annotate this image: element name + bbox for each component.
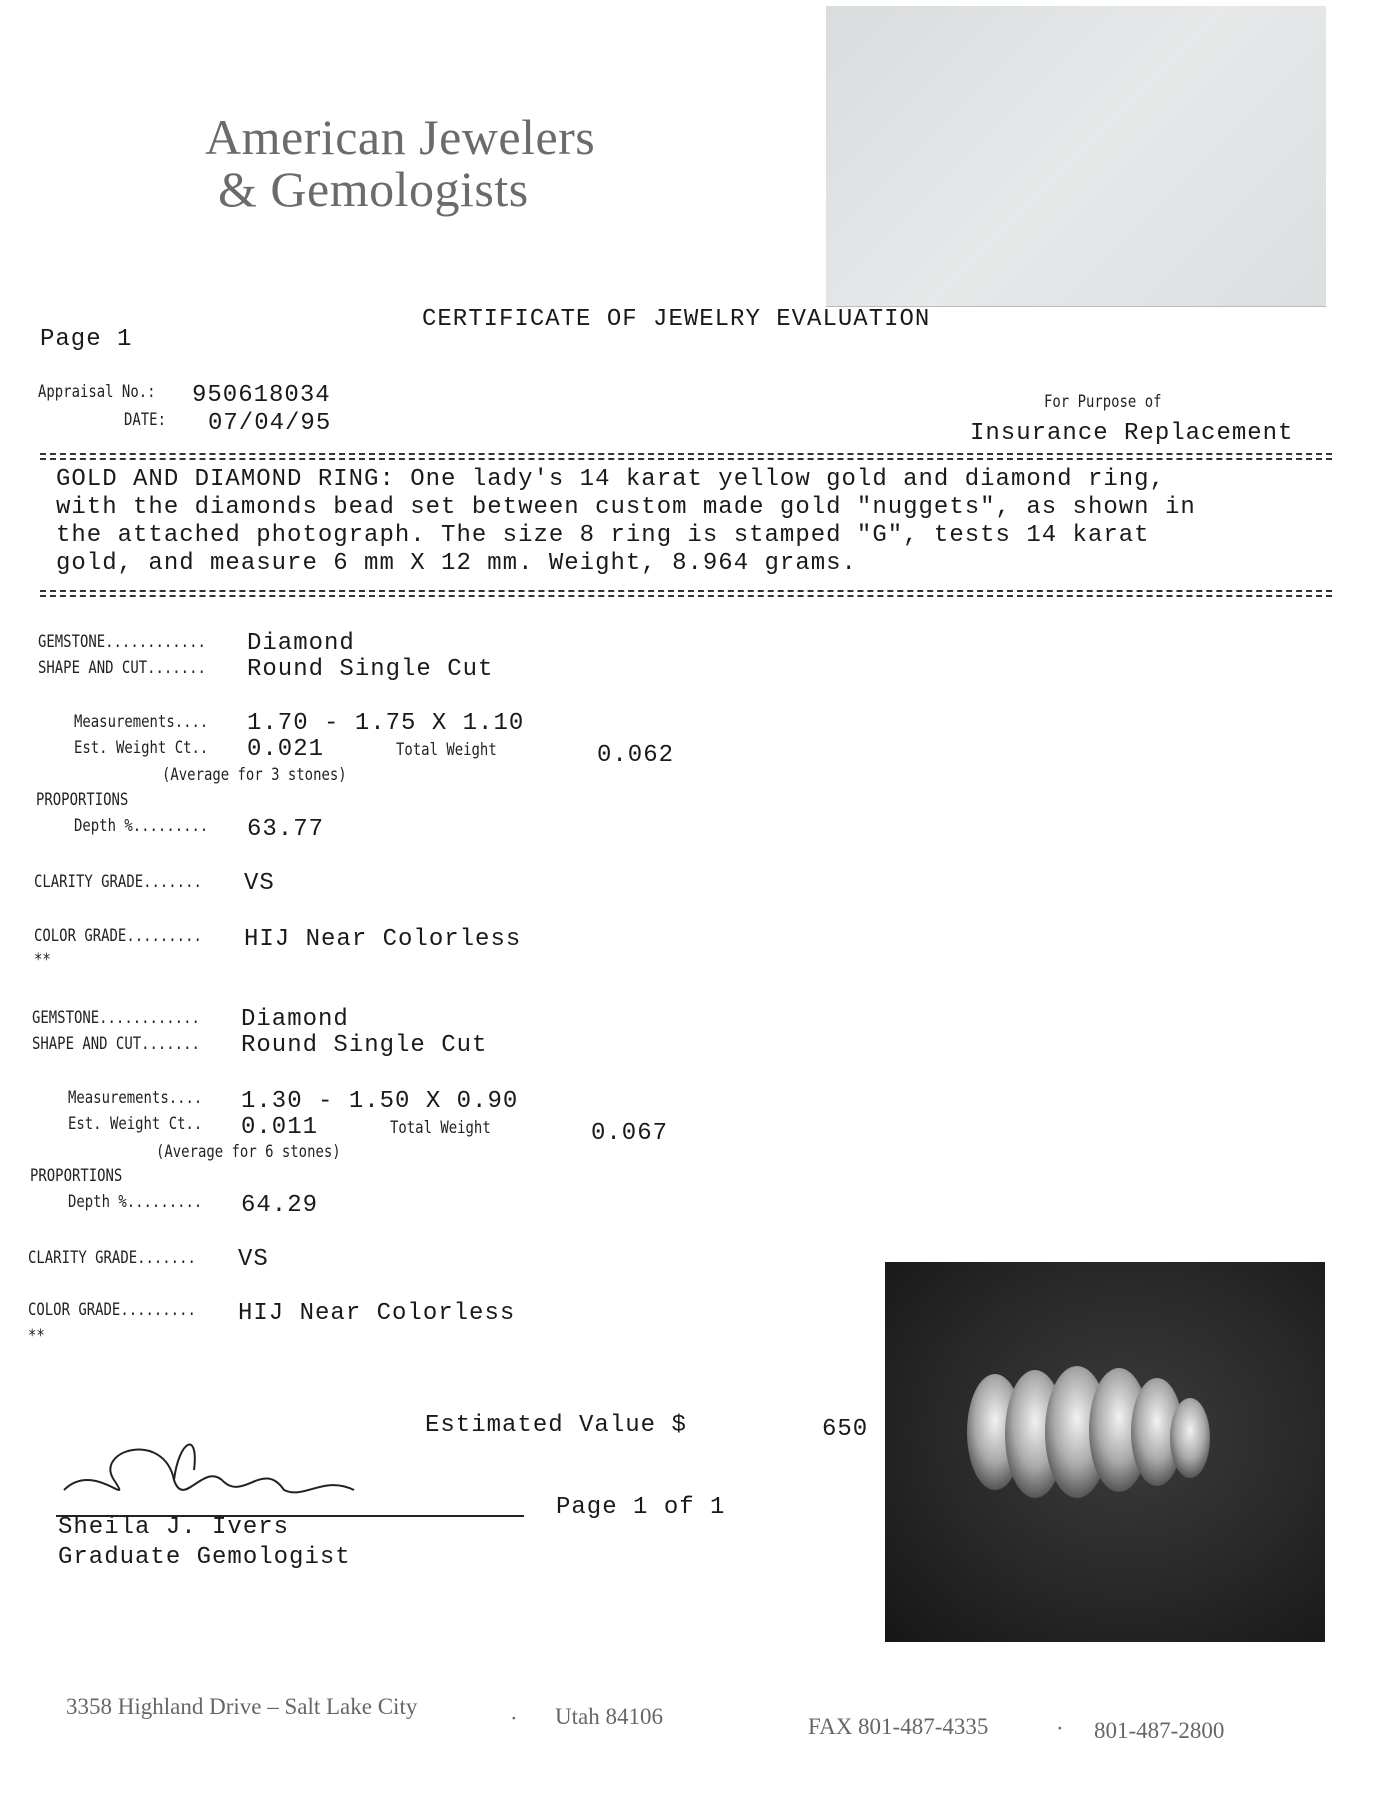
proportions-label: PROPORTIONS <box>30 1166 123 1186</box>
bottom-divider <box>40 590 1332 597</box>
est-weight-label: Est. Weight Ct.. <box>74 738 209 758</box>
footer-address: 3358 Highland Drive – Salt Lake City <box>66 1694 418 1719</box>
est-weight-label: Est. Weight Ct.. <box>68 1114 203 1134</box>
footer-state: Utah 84106 <box>555 1704 663 1729</box>
top-divider <box>40 453 1332 460</box>
measurements-label: Measurements.... <box>74 712 209 732</box>
shape-label: SHAPE AND CUT....... <box>38 658 206 678</box>
depth-value: 63.77 <box>247 816 325 843</box>
color-value: HIJ Near Colorless <box>238 1300 516 1327</box>
total-weight-value: 0.067 <box>591 1120 669 1147</box>
gemstone-value: Diamond <box>241 1006 349 1033</box>
total-weight-label: Total Weight <box>390 1118 491 1138</box>
shape-label: SHAPE AND CUT....... <box>32 1034 200 1054</box>
date-value: 07/04/95 <box>208 410 332 437</box>
depth-value: 64.29 <box>241 1192 319 1219</box>
ring-nuggets-icon <box>885 1262 1325 1642</box>
proportions-label: PROPORTIONS <box>36 790 129 810</box>
est-weight-value: 0.011 <box>241 1114 319 1141</box>
total-weight-label: Total Weight <box>396 740 497 760</box>
footer-separator: · <box>1056 1716 1064 1741</box>
stars-note: ** <box>34 950 51 970</box>
blank-photo-area <box>826 6 1326 307</box>
clarity-label: CLARITY GRADE....... <box>34 872 202 892</box>
signer-title: Graduate Gemologist <box>58 1544 351 1571</box>
clarity-value: VS <box>238 1246 269 1273</box>
gemstone-label: GEMSTONE............ <box>38 632 206 652</box>
shape-value: Round Single Cut <box>241 1032 488 1059</box>
average-note: (Average for 6 stones) <box>156 1142 341 1162</box>
page-label: Page 1 <box>40 326 133 353</box>
average-note: (Average for 3 stones) <box>162 765 347 785</box>
est-weight-value: 0.021 <box>247 736 325 763</box>
purpose-value: Insurance Replacement <box>970 420 1294 447</box>
company-name-line2: & Gemologists <box>218 161 529 217</box>
description-line-1: GOLD AND DIAMOND RING: One lady's 14 karat yellow gold and diamond ring, <box>56 466 1165 493</box>
appraisal-no-value: 950618034 <box>192 382 331 409</box>
footer-phone: 801-487-2800 <box>1094 1718 1225 1743</box>
footer-fax: FAX 801-487-4335 <box>808 1714 989 1739</box>
description-line-3: the attached photograph. The size 8 ring is stamped "G", tests 14 karat <box>56 522 1150 549</box>
total-weight-value: 0.062 <box>597 742 675 769</box>
gemstone-value: Diamond <box>247 630 355 657</box>
ring-photograph <box>885 1262 1325 1642</box>
measurements-value: 1.70 - 1.75 X 1.10 <box>247 710 525 737</box>
page-of-label: Page 1 of 1 <box>556 1494 726 1521</box>
purpose-label: For Purpose of <box>1044 392 1162 412</box>
stars-note: ** <box>28 1326 45 1346</box>
gemstone-label: GEMSTONE............ <box>32 1008 200 1028</box>
description-line-2: with the diamonds bead set between custom made gold "nuggets", as shown in <box>56 494 1196 521</box>
measurements-label: Measurements.... <box>68 1088 203 1108</box>
clarity-value: VS <box>244 870 275 897</box>
clarity-label: CLARITY GRADE....... <box>28 1248 196 1268</box>
date-label: DATE: <box>124 410 166 430</box>
color-label: COLOR GRADE......... <box>28 1300 196 1320</box>
company-name-line1: American Jewelers <box>205 109 596 165</box>
depth-label: Depth %......... <box>68 1192 203 1212</box>
shape-value: Round Single Cut <box>247 656 494 683</box>
color-value: HIJ Near Colorless <box>244 926 522 953</box>
certificate-title: CERTIFICATE OF JEWELRY EVALUATION <box>422 306 931 333</box>
estimated-value: 650 <box>822 1416 869 1443</box>
description-line-4: gold, and measure 6 mm X 12 mm. Weight, 8.964 grams. <box>56 550 857 577</box>
depth-label: Depth %......... <box>74 816 209 836</box>
signer-name: Sheila J. Ivers <box>58 1514 290 1541</box>
measurements-value: 1.30 - 1.50 X 0.90 <box>241 1088 519 1115</box>
color-label: COLOR GRADE......... <box>34 926 202 946</box>
appraisal-no-label: Appraisal No.: <box>38 382 156 402</box>
footer-separator: · <box>510 1706 518 1731</box>
estimated-value-label: Estimated Value $ <box>425 1412 687 1439</box>
